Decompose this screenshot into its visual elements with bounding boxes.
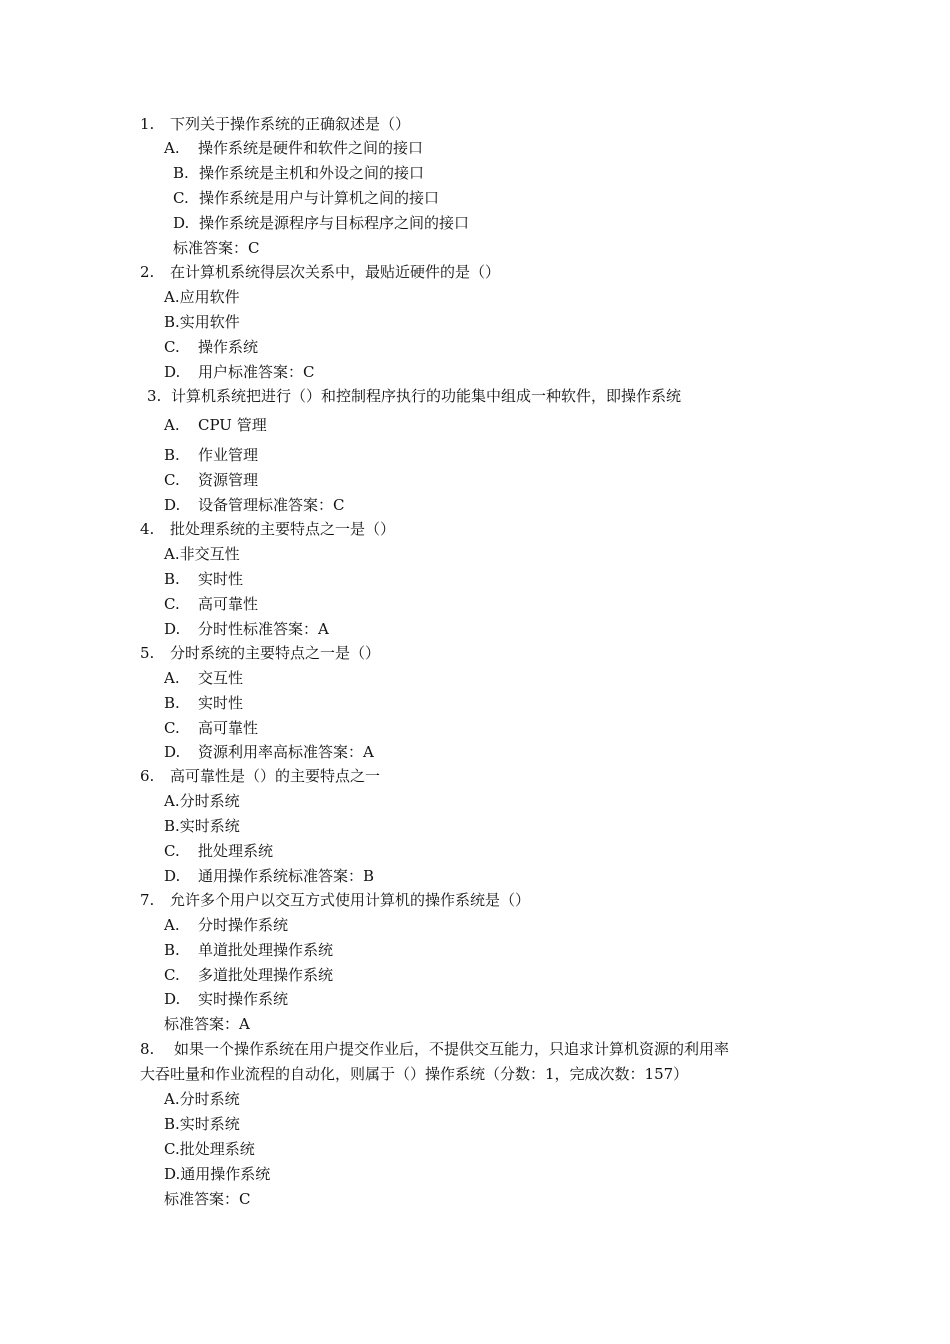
option-label: A. xyxy=(164,139,180,157)
option-label: B. xyxy=(164,570,180,588)
option-c xyxy=(164,594,258,614)
option-text: CPU 管理 xyxy=(198,416,267,434)
option-b xyxy=(173,163,424,183)
option-d xyxy=(173,213,469,233)
option-label: B. xyxy=(173,164,189,182)
question-1 xyxy=(140,114,410,134)
answer: 标准答案：C xyxy=(173,239,260,257)
option-label: A. xyxy=(164,669,180,687)
option-text: 单道批处理操作系统 xyxy=(198,941,334,959)
question-text: 高可靠性是（）的主要特点之一 xyxy=(170,767,381,785)
question-text: 下列关于操作系统的正确叙述是（） xyxy=(170,115,411,133)
option-text: 分时性标准答案：A xyxy=(198,620,329,638)
option-label: D. xyxy=(164,363,181,381)
option-c: C.批处理系统 xyxy=(164,1140,255,1158)
option-text: 操作系统是主机和外设之间的接口 xyxy=(199,164,425,182)
option-text: 设备管理标准答案：C xyxy=(198,496,345,514)
option-label: D. xyxy=(164,990,181,1008)
option-d xyxy=(164,619,329,639)
option-text: 高可靠性 xyxy=(198,595,259,613)
option-b xyxy=(164,569,243,589)
option-a: A.非交互性 xyxy=(164,545,240,563)
option-text: 通用操作系统标准答案：B xyxy=(198,867,375,885)
question-8 xyxy=(140,1039,729,1059)
option-a xyxy=(164,915,288,935)
option-a xyxy=(164,138,423,158)
question-6 xyxy=(140,766,380,786)
option-label: B. xyxy=(164,694,180,712)
option-b: B.实时系统 xyxy=(164,817,240,835)
question-2 xyxy=(140,262,500,282)
option-d xyxy=(164,742,374,762)
option-text: 资源管理 xyxy=(198,471,259,489)
option-label: C. xyxy=(164,338,180,356)
option-d xyxy=(164,866,374,886)
option-b xyxy=(164,940,333,960)
option-d xyxy=(164,362,314,382)
question-7 xyxy=(140,890,530,910)
option-text: 实时操作系统 xyxy=(198,990,289,1008)
question-number: 7. xyxy=(140,891,155,909)
option-label: C. xyxy=(164,966,180,984)
option-label: D. xyxy=(164,620,181,638)
option-text: 资源利用率高标准答案：A xyxy=(198,743,374,761)
question-5 xyxy=(140,643,380,663)
question-3 xyxy=(147,386,681,406)
option-c xyxy=(164,718,258,738)
option-label: C. xyxy=(164,719,180,737)
option-text: 实时性 xyxy=(198,570,244,588)
question-number: 1. xyxy=(140,115,155,133)
option-b: B.实时系统 xyxy=(164,1115,240,1133)
option-b xyxy=(164,445,258,465)
option-text: 多道批处理操作系统 xyxy=(198,966,334,984)
option-label: D. xyxy=(164,743,181,761)
option-a: A.分时系统 xyxy=(164,1090,240,1108)
option-label: C. xyxy=(164,595,180,613)
question-number: 5. xyxy=(140,644,155,662)
option-b xyxy=(164,693,243,713)
option-label: A. xyxy=(164,416,180,434)
option-d xyxy=(164,989,288,1009)
option-label: A. xyxy=(164,916,180,934)
option-a: A.分时系统 xyxy=(164,792,240,810)
option-text: 交互性 xyxy=(198,669,244,687)
option-a xyxy=(164,415,267,435)
option-c xyxy=(164,470,258,490)
option-label: D. xyxy=(173,214,190,232)
option-text: 实时性 xyxy=(198,694,244,712)
question-number: 6. xyxy=(140,767,155,785)
question-number: 2. xyxy=(140,263,155,281)
question-text: 批处理系统的主要特点之一是（） xyxy=(170,520,396,538)
option-text: 操作系统是源程序与目标程序之间的接口 xyxy=(199,214,470,232)
option-b: B.实用软件 xyxy=(164,313,240,331)
option-label: C. xyxy=(164,471,180,489)
option-label: B. xyxy=(164,446,180,464)
answer: 标准答案：C xyxy=(164,1190,251,1208)
option-text: 作业管理 xyxy=(198,446,259,464)
option-c xyxy=(164,965,333,985)
question-text: 计算机系统把进行（）和控制程序执行的功能集中组成一种软件，即操作系统 xyxy=(171,387,682,405)
option-label: C. xyxy=(173,189,189,207)
option-text: 批处理系统 xyxy=(198,842,274,860)
option-text: 分时操作系统 xyxy=(198,916,289,934)
question-text: 分时系统的主要特点之一是（） xyxy=(170,644,381,662)
option-text: 用户标准答案：C xyxy=(198,363,315,381)
question-text: 允许多个用户以交互方式使用计算机的操作系统是（） xyxy=(170,891,531,909)
question-number: 3. xyxy=(147,387,162,405)
answer: 标准答案：A xyxy=(164,1015,250,1033)
question-text: 在计算机系统得层次关系中，最贴近硬件的是（） xyxy=(170,263,501,281)
question-text: 如果一个操作系统在用户提交作业后，不提供交互能力，只追求计算机资源的利用率 xyxy=(174,1040,730,1058)
option-c xyxy=(164,841,273,861)
question-text-continuation: 大吞吐量和作业流程的自动化，则属于（）操作系统（分数：1，完成次数：157） xyxy=(140,1065,689,1083)
option-c xyxy=(164,337,258,357)
option-c xyxy=(173,188,439,208)
option-a: A.应用软件 xyxy=(164,288,240,306)
option-label: D. xyxy=(164,496,181,514)
option-label: C. xyxy=(164,842,180,860)
question-number: 4. xyxy=(140,520,155,538)
option-text: 操作系统是用户与计算机之间的接口 xyxy=(199,189,440,207)
option-text: 高可靠性 xyxy=(198,719,259,737)
option-text: 操作系统是硬件和软件之间的接口 xyxy=(198,139,424,157)
option-d xyxy=(164,495,344,515)
question-4 xyxy=(140,519,395,539)
option-label: D. xyxy=(164,867,181,885)
question-number: 8. xyxy=(140,1040,155,1058)
option-text: 操作系统 xyxy=(198,338,259,356)
option-label: B. xyxy=(164,941,180,959)
option-a xyxy=(164,668,243,688)
option-d: D.通用操作系统 xyxy=(164,1165,271,1183)
